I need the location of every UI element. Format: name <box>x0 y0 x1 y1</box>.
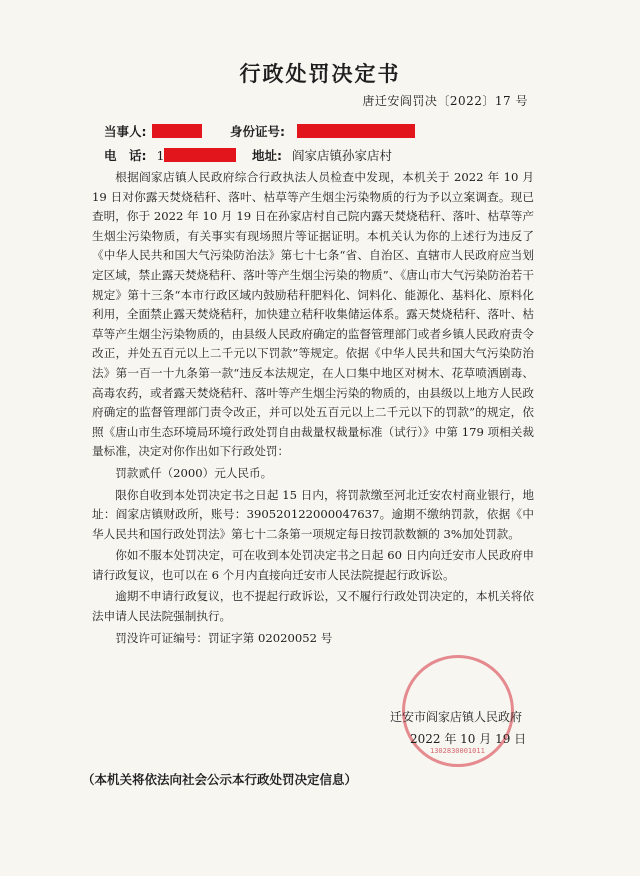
body-paragraph-license: 罚没许可证编号：罚证字第 02020052 号 <box>115 630 333 645</box>
party-row <box>104 122 202 140</box>
address-label: 地址: <box>252 148 282 163</box>
phone-visible: 1 <box>156 148 165 163</box>
address-row <box>252 146 392 164</box>
address-value: 阎家店镇孙家店村 <box>291 148 392 163</box>
phone-redaction <box>164 148 236 162</box>
body-paragraph-appeal: 你如不服本处罚决定，可在收到本处罚决定书之日起 60 日内向迁安市人民政府申请行政复议，也可以在 6 个月内直接向迁安市人民法院提起行政诉讼。 <box>92 548 534 582</box>
id-number-redaction <box>297 124 415 138</box>
phone-row <box>104 146 236 164</box>
id-row <box>230 122 415 140</box>
document-title: 行政处罚决定书 <box>239 62 401 86</box>
document-body <box>92 168 534 650</box>
document-number: 唐迁安阎罚决〔2022〕17 号 <box>362 94 528 108</box>
body-paragraph-facts: 根据阎家店镇人民政府综合行政执法人员检查中发现，本机关于 2022 年 10 月 19 日对你露天焚烧秸秆、落叶、枯草等产生烟尘污染物质的行为予以立案调查。现已查明，你于 2022 年 10 月 19 日在孙家店村自己院内露天焚烧秸秆、落叶、枯草等产生烟尘污染物质，有关事实有现场照片等证据证明。本机关认为你的上述行为违反了《中华人民共和国大气污染防治法》第七十七条“省、自治区、直辖市人民政府应当划定区域，禁止露天焚烧秸秆、落叶等产生烟尘污染的物质”、《唐山市大气污染防治若干规定》第十三条“本市行政区域内鼓励秸秆肥料化、饲料化、能源化、基料化、原料化利用，全面禁止露天焚烧秸秆，加快建立秸秆收集储运体系。露天焚烧秸秆、落叶、枯草等产生烟尘污染物质的，由县级人民政府确定的监督管理部门或者乡镇人民政府责令改正，并处五百元以上二千元以下罚款”等规定。依据《中华人民共和国大气污染防治法》第一百一十九条第一款“违反本法规定，在人口集中地区对树木、花草喷洒剧毒、高毒农药，或者露天焚烧秸秆、落叶等产生烟尘污染的物质的，由县级以上地方人民政府确定的监督管理部门责令改正，并可以处五百元以上二千元以下的罚款”的规定，依照《唐山市生态环境局环境行政处罚自由裁量权裁量标准（试行）》中第 179 项相关裁量标准，决定对你作出如下行政处罚： <box>92 170 534 459</box>
body-paragraph-payment: 限你自收到本处罚决定书之日起 15 日内，将罚款缴至河北迁安农村商业银行，地址：阎家店镇财政所，账号：390520122000047637。逾期不缴纳罚款，依据《中华人民共和国行政处罚法》第七十二条第一项规定每日按罚款数额的 3%加处罚款。 <box>92 487 534 541</box>
id-label: 身份证号: <box>230 124 285 139</box>
phone-label: 电 话: <box>104 148 147 163</box>
party-label: 当事人: <box>104 124 147 139</box>
public-notice: （本机关将依法向社会公示本行政处罚决定信息） <box>82 772 358 787</box>
seal-code: 1302830001011 <box>430 747 485 755</box>
signing-date: 2022 年 10 月 19 日 <box>410 732 527 746</box>
party-name-redaction <box>152 124 202 138</box>
body-paragraph-penalty: 罚款贰仟（2000）元人民币。 <box>115 465 273 480</box>
body-paragraph-enforcement: 逾期不申请行政复议，也不提起行政诉讼，又不履行行政处罚决定的，本机关将依法申请人民法院强制执行。 <box>92 589 534 624</box>
signing-organization: 迁安市阎家店镇人民政府 <box>390 710 523 724</box>
